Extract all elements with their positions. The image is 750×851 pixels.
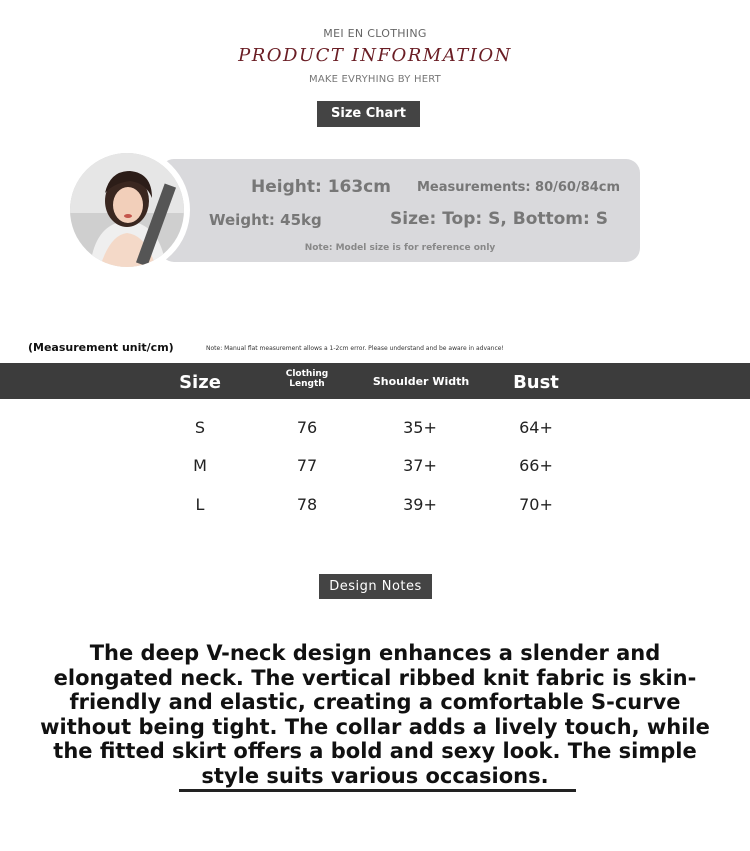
row-shoulder: 39+ xyxy=(403,495,437,514)
row-length: 77 xyxy=(296,456,318,475)
tagline: MAKE EVRYHING BY HERT xyxy=(309,74,441,85)
model-size-note: Note: Model size is for reference only xyxy=(304,243,496,253)
design-notes-label: Design Notes xyxy=(319,574,432,599)
row-bust: 64+ xyxy=(519,418,553,437)
model-size: Size: Top: S, Bottom: S xyxy=(390,209,608,229)
brand-name: MEI EN CLOTHING xyxy=(323,27,427,40)
row-length: 78 xyxy=(296,495,318,514)
model-height: Height: 163cm xyxy=(251,177,391,197)
row-size: S xyxy=(194,418,206,437)
size-chart-label: Size Chart xyxy=(317,101,420,127)
table-row xyxy=(0,418,750,440)
model-weight: Weight: 45kg xyxy=(209,211,322,229)
row-length: 76 xyxy=(296,418,318,437)
measurement-note: Note: Manual flat measurement allows a 1-2cm error. Please understand and be aware in advance! xyxy=(206,345,504,352)
header-clothing-length xyxy=(270,369,344,389)
header-size: Size xyxy=(179,372,221,393)
design-description: The deep V-neck design enhances a slender and elongated neck. The vertical ribbed knit fabric is skin-friendly and elastic, creating a comfortable S-curve without being tight. The collar adds a lively touch, while the fitted skirt offers a bold and sexy look. The simple style suits various occasions. xyxy=(40,641,710,788)
header-shoulder-width: Shoulder Width xyxy=(372,375,470,388)
row-size: L xyxy=(195,495,205,514)
header-length-line1: Clothing xyxy=(285,369,329,379)
divider-line xyxy=(179,789,576,792)
row-size: M xyxy=(193,456,207,475)
row-bust: 70+ xyxy=(519,495,553,514)
table-row xyxy=(0,456,750,478)
measurement-unit: (Measurement unit/cm) xyxy=(28,341,174,354)
header-length-line2: Length xyxy=(289,379,325,389)
table-row xyxy=(0,495,750,517)
page-title: PRODUCT INFORMATION xyxy=(238,45,512,66)
size-table-header xyxy=(0,363,750,399)
row-shoulder: 35+ xyxy=(403,418,437,437)
row-bust: 66+ xyxy=(519,456,553,475)
row-shoulder: 37+ xyxy=(403,456,437,475)
header-bust: Bust xyxy=(513,372,559,393)
model-measurements: Measurements: 80/60/84cm xyxy=(417,180,621,195)
